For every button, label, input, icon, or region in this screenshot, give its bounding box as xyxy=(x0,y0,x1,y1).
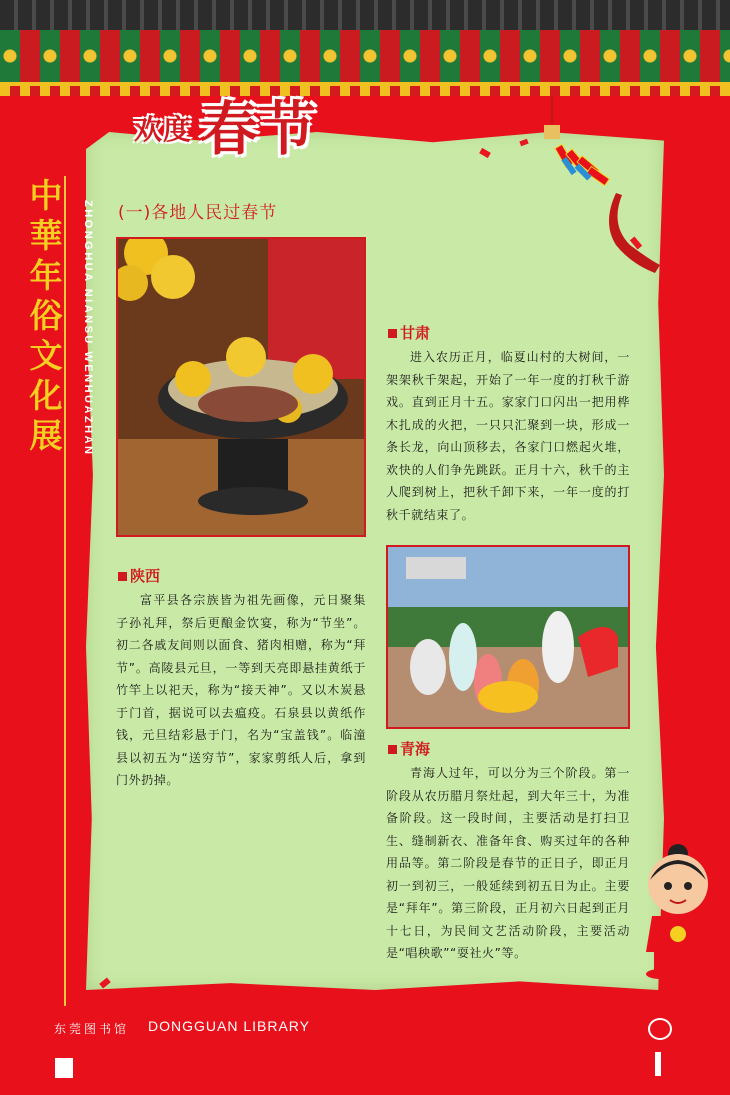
footer-bar xyxy=(55,1058,73,1078)
roof-tile-band xyxy=(0,0,730,30)
ornament-band xyxy=(0,30,730,86)
side-title-char: 華 xyxy=(29,216,63,255)
bullet-square xyxy=(388,745,397,754)
region-title-shaanxi xyxy=(118,565,160,586)
side-title-char: 年 xyxy=(29,256,63,295)
footer-bar xyxy=(655,1052,661,1076)
side-title-char: 文 xyxy=(29,336,63,375)
firecracker-icon xyxy=(540,95,665,275)
region-name: 陕西 xyxy=(130,567,161,585)
region-text-qinghai: 青海人过年，可以分为三个阶段。第一阶段从农历腊月祭灶起，到大年三十，为准备阶段。这一段时间，主要活动是打扫卫生、缝制新衣、准备年食、购买过年的各种用品等。第二阶段是春节的正日子，即正月初一到初三，一般延续到初五日为止。主要是“拜年”。第三阶段，正月初六日起到正月十七日，为民间文艺活动阶段，主要活动是“唱秧歌”“耍社火”等。 xyxy=(386,766,630,960)
side-title-char: 展 xyxy=(29,416,63,455)
side-title xyxy=(26,176,66,456)
side-title-char: 俗 xyxy=(29,296,63,335)
opera-photo-art xyxy=(388,547,628,727)
library-logo-icon xyxy=(648,1018,672,1040)
region-name: 青海 xyxy=(400,740,431,758)
title-large: 春节 xyxy=(200,95,317,163)
region-title-gansu xyxy=(388,322,430,343)
region-title-qinghai xyxy=(388,738,430,759)
library-name-cn: 东莞图书馆 xyxy=(54,1022,130,1036)
region-name: 甘肃 xyxy=(400,324,431,342)
side-title-char: 化 xyxy=(29,376,63,415)
bullet-square xyxy=(118,572,127,581)
food-photo xyxy=(116,237,366,537)
side-title-char: 中 xyxy=(29,176,63,215)
title-small: 欢度 xyxy=(134,113,193,146)
library-name-en: DONGGUAN LIBRARY xyxy=(148,1018,310,1034)
side-pinyin: ZHONGHUA NIANSU WENHUAZHAN xyxy=(82,200,94,457)
region-text-gansu: 进入农历正月，临夏山村的大树间，一架架秋千架起，开始了一年一度的打秋千游戏。直到正月十五。家家门口闪出一把用桦木扎成的火把，一只只汇聚到一块，形成一条长龙，向山顶移去，各家门口燃起火堆，欢快的人们争先跳跃。正月十六，秋千的主人爬到树上，把秋千卸下来，一年一度的打秋千就结束了。 xyxy=(386,350,630,522)
opera-photo xyxy=(386,545,630,729)
region-text-shaanxi: 富平县各宗族皆为祖先画像，元日聚集子孙礼拜，祭后更酿金饮宴，称为“节坐”。初二各戚友间则以面食、猪肉相赠，称为“拜节”。高陵县元旦，一等到天亮即悬挂黄纸于竹竿上以祀天，称为“接天神”。又以木炭悬于门首，据说可以去瘟疫。石泉县以黄纸作钱，元旦结彩悬于门，名为“宝盖钱”。临潼县以初五为“送穷节”，家家剪纸人后，拿到门外扔掉。 xyxy=(116,593,366,787)
cartoon-child-icon xyxy=(628,840,730,980)
bullet-square xyxy=(388,329,397,338)
section-heading: (一)各地人民过春节 xyxy=(118,203,278,223)
food-photo-art xyxy=(118,239,364,535)
